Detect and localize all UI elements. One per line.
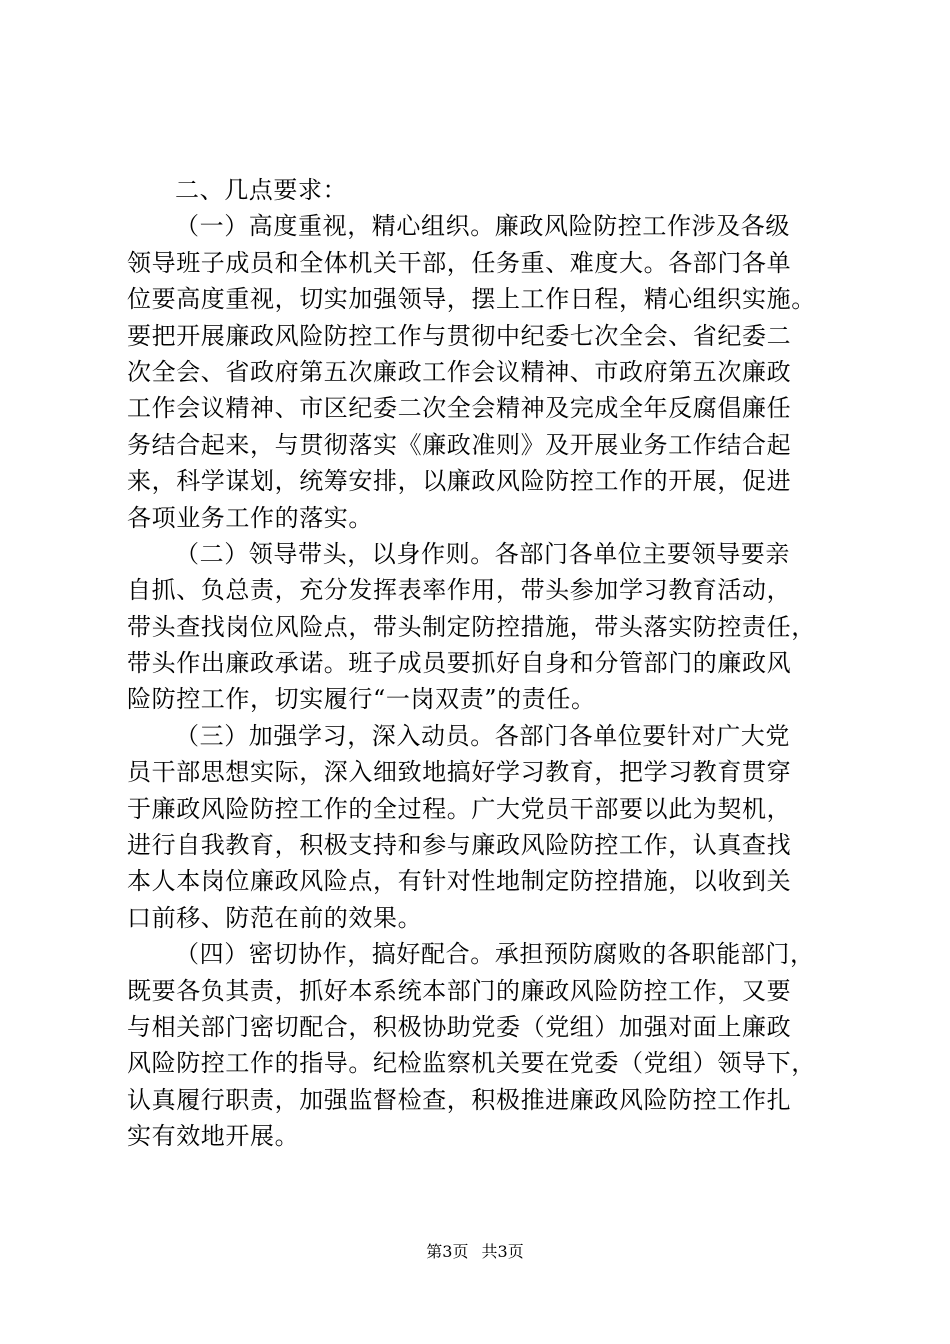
text-line: 既要各负其责，抓好本系统本部门的廉政风险防控工作，又要 bbox=[127, 976, 792, 1005]
text-line: 带头查找岗位风险点，带头制定防控措施，带头落实防控责任， bbox=[127, 612, 816, 641]
text-line: 工作会议精神、市区纪委二次全会精神及完成全年反腐倡廉任 bbox=[127, 394, 792, 423]
text-line: （二）领导带头，以身作则。各部门各单位主要领导要亲 bbox=[175, 539, 790, 568]
text-line: 员干部思想实际，深入细致地搞好学习教育，把学习教育贯穿 bbox=[127, 758, 792, 787]
page-total: 共3页 bbox=[481, 1242, 524, 1261]
text-line: （一）高度重视，精心组织。廉政风险防控工作涉及各级 bbox=[175, 212, 790, 241]
text-line: 险防控工作，切实履行“一岗双责”的责任。 bbox=[127, 685, 596, 714]
text-line: 与相关部门密切配合，积极协助党委（党组）加强对面上廉政 bbox=[127, 1012, 792, 1041]
text-line: 带头作出廉政承诺。班子成员要抓好自身和分管部门的廉政风 bbox=[127, 649, 792, 678]
text-line: 要把开展廉政风险防控工作与贯彻中纪委七次全会、省纪委二 bbox=[127, 321, 792, 350]
text-line: 认真履行职责，加强监督检查，积极推进廉政风险防控工作扎 bbox=[127, 1085, 792, 1114]
text-line: 风险防控工作的指导。纪检监察机关要在党委（党组）领导下， bbox=[127, 1049, 816, 1078]
text-line: 来，科学谋划，统筹安排，以廉政风险防控工作的开展，促进 bbox=[127, 467, 792, 496]
text-line: 进行自我教育，积极支持和参与廉政风险防控工作，认真查找 bbox=[127, 831, 792, 860]
paragraph bbox=[127, 718, 847, 936]
text-line: 口前移、防范在前的效果。 bbox=[127, 903, 423, 932]
text-line: 于廉政风险防控工作的全过程。广大党员干部要以此为契机， bbox=[127, 794, 792, 823]
text-line: 各项业务工作的落实。 bbox=[127, 503, 373, 532]
text-line: 本人本岗位廉政风险点，有针对性地制定防控措施，以收到关 bbox=[127, 867, 792, 896]
text-line: 二、几点要求： bbox=[175, 176, 348, 204]
paragraph bbox=[127, 172, 847, 208]
text-line: （四）密切协作，搞好配合。承担预防腐败的各职能部门， bbox=[175, 940, 815, 969]
text-line: 自抓、负总责，充分发挥表率作用，带头参加学习教育活动， bbox=[127, 576, 792, 605]
paragraph bbox=[127, 536, 847, 718]
paragraph bbox=[127, 208, 847, 536]
paragraph bbox=[127, 936, 847, 1154]
text-line: 位要高度重视，切实加强领导，摆上工作日程，精心组织实施。 bbox=[127, 285, 816, 314]
page-number: 第3页 bbox=[426, 1242, 469, 1261]
text-line: 领导班子成员和全体机关干部，任务重、难度大。各部门各单 bbox=[127, 248, 792, 277]
text-line: 务结合起来，与贯彻落实《廉政准则》及开展业务工作结合起 bbox=[127, 430, 792, 459]
text-line: 实有效地开展。 bbox=[127, 1122, 300, 1151]
page-footer bbox=[0, 1242, 950, 1262]
document-body bbox=[127, 172, 847, 1155]
text-line: （三）加强学习，深入动员。各部门各单位要针对广大党 bbox=[175, 721, 790, 750]
text-line: 次全会、省政府第五次廉政工作会议精神、市政府第五次廉政 bbox=[127, 357, 792, 386]
